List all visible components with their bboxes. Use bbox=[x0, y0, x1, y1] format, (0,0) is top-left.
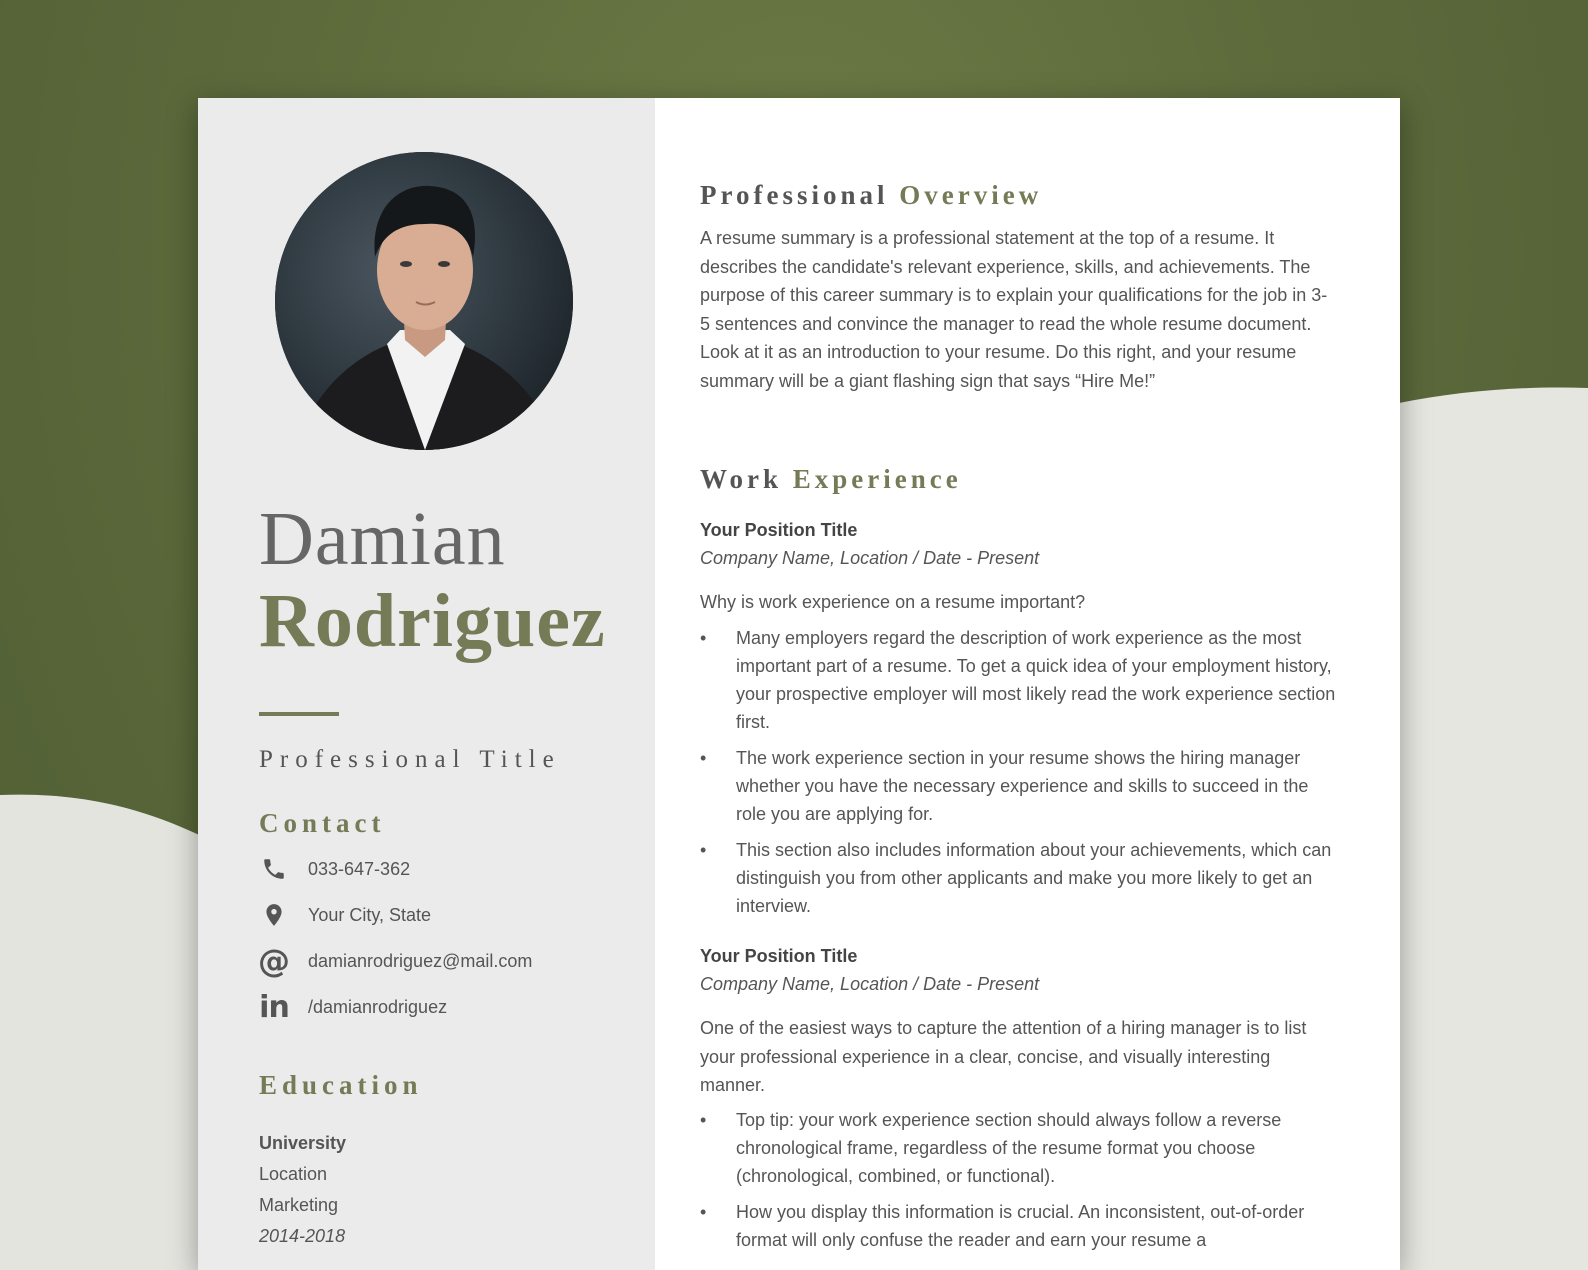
job-2-subtitle: Company Name, Location / Date - Present bbox=[700, 974, 1040, 994]
resume-sheet bbox=[198, 98, 1400, 1270]
education-years: 2014-2018 bbox=[259, 1226, 346, 1246]
education-heading: Education bbox=[259, 1070, 423, 1100]
education-entry bbox=[259, 1128, 346, 1252]
contact-location bbox=[259, 898, 431, 932]
contact-phone bbox=[259, 852, 410, 886]
job-2-bullet: • How you display this information is crucial. An inconsistent, out-of-order format will only confuse the reader and earn your resume a bbox=[700, 1202, 1305, 1250]
job-1-bullets bbox=[700, 624, 1340, 928]
contact-email bbox=[259, 944, 532, 978]
accent-divider bbox=[259, 712, 339, 716]
linkedin-text: /damianrodriguez bbox=[308, 996, 448, 1017]
overview-heading bbox=[700, 180, 1042, 211]
job-1-bullet: • This section also includes information about your achievements, which can distinguish you from other applicants and make you more likely to get an interview. bbox=[700, 840, 1332, 916]
at-sign-icon: @ bbox=[258, 942, 290, 980]
experience-heading-word1: Work bbox=[700, 464, 783, 494]
phone-icon bbox=[259, 854, 289, 884]
location-text: Your City, State bbox=[308, 904, 432, 925]
experience-heading-word2: Experience bbox=[792, 464, 962, 494]
education-location: Location bbox=[259, 1164, 328, 1184]
contact-heading: Contact bbox=[259, 808, 386, 838]
job-1-bullet: • The work experience section in your resume shows the hiring manager whether you have the necessary experience and skills to succeed in the role you are applying for. bbox=[700, 748, 1309, 824]
location-pin-icon bbox=[259, 900, 289, 930]
candidate-name bbox=[259, 498, 606, 662]
last-name: Rodriguez bbox=[259, 579, 606, 663]
job-2-bullets bbox=[700, 1106, 1340, 1262]
overview-heading-word1: Professional bbox=[700, 180, 889, 210]
contact-linkedin bbox=[259, 990, 447, 1024]
overview-heading-word2: Overview bbox=[899, 180, 1043, 210]
experience-heading bbox=[700, 464, 962, 495]
first-name: Damian bbox=[259, 497, 506, 581]
job-1-intro: Why is work experience on a resume important? bbox=[700, 592, 1086, 612]
job-1-title: Your Position Title bbox=[700, 520, 858, 540]
profile-photo bbox=[275, 152, 573, 450]
linkedin-icon: in bbox=[259, 989, 289, 1025]
job-1-subtitle: Company Name, Location / Date - Present bbox=[700, 548, 1040, 568]
overview-text: A resume summary is a professional statement at the top of a resume. It describes the candidate's relevant experience, skills, and achievements. The purpose of this career summary is to explain your qualifications for the job in 3-5 sentences and convince the manager to read the whole resume document. Look at it as an introduction to your resume. Do this right, and your resume summary will be a giant flashing sign that says “Hire Me!” bbox=[700, 228, 1328, 391]
professional-title: Professional Title bbox=[259, 746, 561, 773]
resume-main bbox=[700, 98, 1340, 1270]
education-field: Marketing bbox=[259, 1195, 339, 1215]
job-2-title: Your Position Title bbox=[700, 946, 858, 966]
email-text: damianrodriguez@mail.com bbox=[308, 950, 533, 971]
education-school: University bbox=[259, 1133, 347, 1153]
resume-sidebar bbox=[198, 98, 655, 1270]
job-2-bullet: • Top tip: your work experience section should always follow a reverse chronological frame, regardless of the resume format you choose (chronological, combined, or functional). bbox=[700, 1110, 1282, 1186]
job-1-bullet: • Many employers regard the description of work experience as the most important part of a resume. To get a quick idea of your employment history, your prospective employer will most likely read the work experience section first. bbox=[700, 628, 1336, 732]
job-2-intro: One of the easiest ways to capture the attention of a hiring manager is to list your professional experience in a clear, concise, and visually interesting manner. bbox=[700, 1018, 1307, 1096]
phone-text: 033-647-362 bbox=[308, 858, 411, 879]
